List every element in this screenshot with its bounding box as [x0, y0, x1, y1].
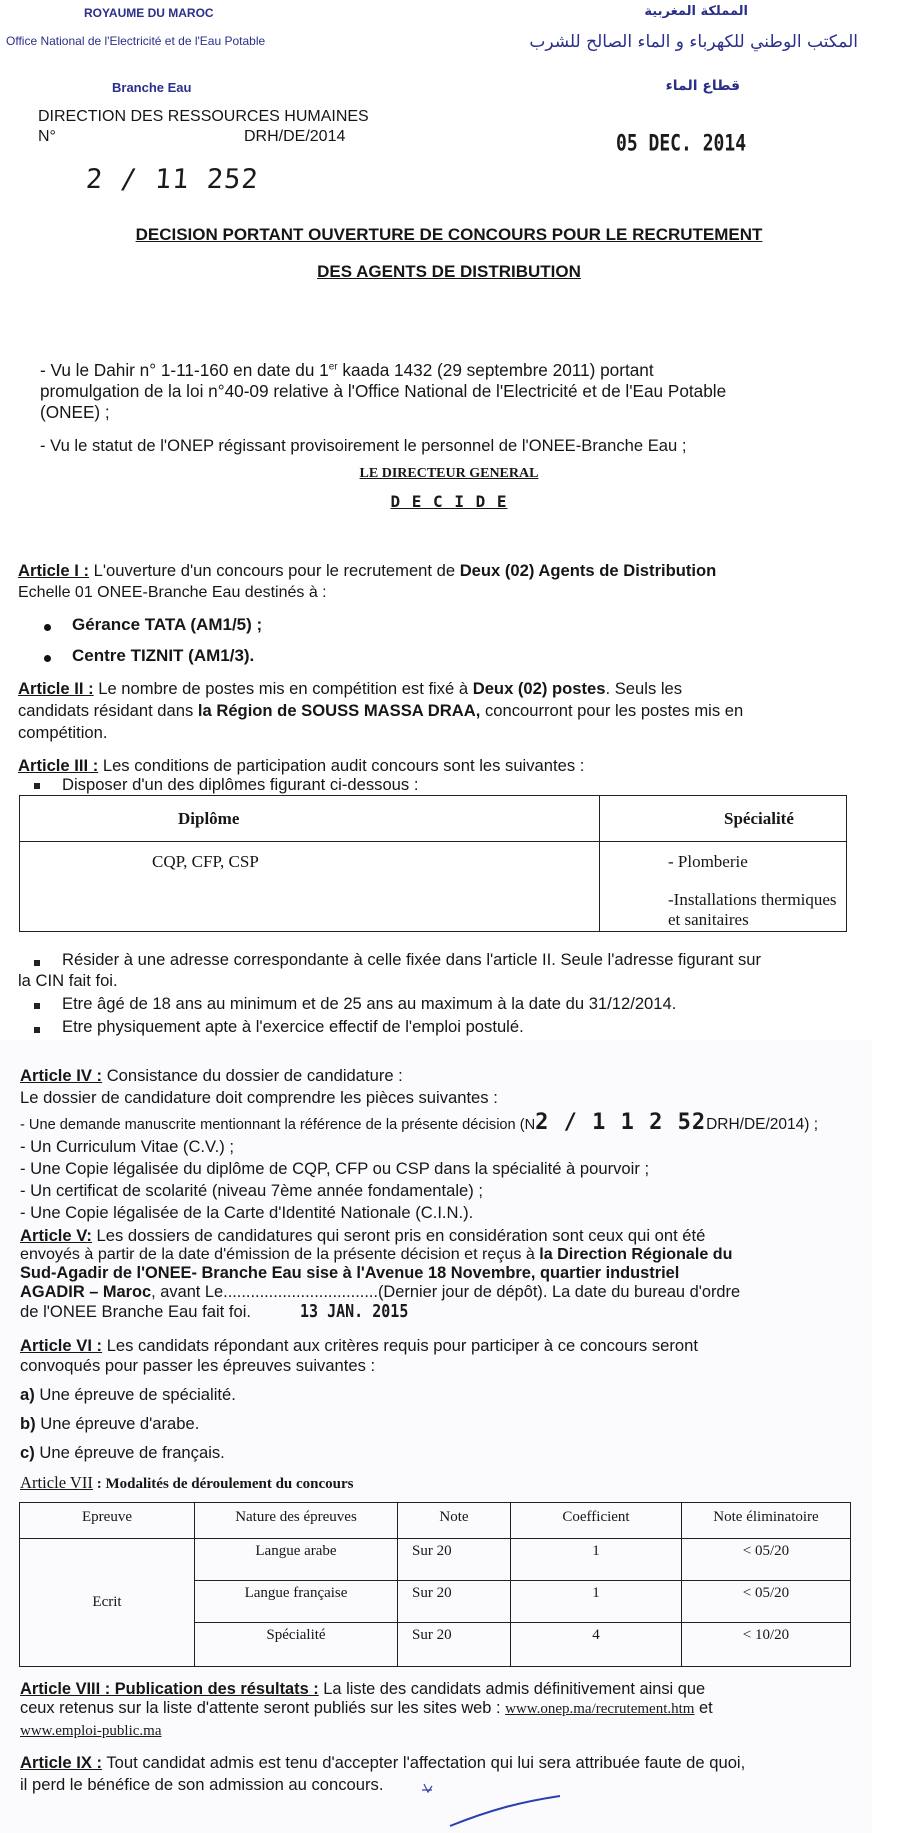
bullet-dot	[44, 655, 51, 662]
article-1-item-2: Centre TIZNIT (AM1/3).	[72, 646, 255, 665]
link-onep[interactable]: www.onep.ma/recrutement.htm	[505, 1701, 695, 1717]
article-3-bullet-4: Etre physiquement apte à l'exercice effectif de l'emploi postulé.	[62, 1017, 524, 1036]
article-8-line3	[20, 1720, 162, 1740]
vu-1-line1: - Vu le Dahir n° 1-11-160 en date du 1er kaada 1432 (29 septembre 2011) portant	[40, 360, 654, 380]
elim-cell: < 10/20	[682, 1623, 851, 1667]
scan-edge	[872, 1040, 898, 1833]
article-4-item-2: - Un Curriculum Vitae (C.V.) ;	[20, 1137, 234, 1156]
article-6-line1: Article VI : Les candidats répondant aux critères requis pour participer à ce concours seront	[20, 1336, 698, 1355]
note-cell: Sur 20	[398, 1539, 511, 1581]
header-note: Note	[398, 1503, 511, 1539]
header-note-eliminatoire: Note éliminatoire	[682, 1503, 851, 1539]
article-3-bullet-3: Etre âgé de 18 ans au minimum et de 25 ans au maximum à la date du 31/12/2014.	[62, 994, 677, 1013]
article-3-bullet-2-line1: Résider à une adresse correspondante à celle fixée dans l'article II. Seule l'adresse figurant sur	[62, 950, 762, 969]
office-fr: Office National de l'Electricité et de l'Eau Potable	[6, 34, 266, 48]
article-9-line2: il perd le bénéfice de son admission au concours.	[20, 1775, 384, 1794]
speciality-plumbing: - Plomberie	[668, 852, 748, 871]
office-ar: المكتب الوطني للكهرباء و الماء الصالح للشرب	[529, 32, 858, 52]
article-3-bullet-2-line2: la CIN fait foi.	[18, 971, 118, 990]
speciality-cell	[600, 842, 847, 932]
article-6-item-c: c) Une épreuve de français.	[20, 1443, 225, 1462]
handwritten-number: 2 / 11 252	[84, 164, 260, 195]
article-2-line3: compétition.	[18, 723, 108, 742]
note-cell: Sur 20	[398, 1581, 511, 1623]
title-line2: DES AGENTS DE DISTRIBUTION	[317, 262, 581, 281]
epreuve-cell: Ecrit	[20, 1539, 195, 1667]
nature-cell: Langue française	[195, 1581, 398, 1623]
kingdom-ar: المملكة المغربية	[644, 4, 748, 19]
header-epreuve: Epreuve	[20, 1503, 195, 1539]
article-1-line2: Echelle 01 ONEE-Branche Eau destinés à :	[18, 584, 327, 601]
vu-2: - Vu le statut de l'ONEP régissant provisoirement le personnel de l'ONEE-Branche Eau ;	[40, 436, 687, 455]
director-label: LE DIRECTEUR GENERAL	[359, 466, 539, 481]
reference: DRH/DE/2014	[244, 128, 346, 145]
article-4-item-4: - Un certificat de scolarité (niveau 7ème année fondamentale) ;	[20, 1181, 484, 1200]
article-4-line1: Article IV : Consistance du dossier de candidature :	[20, 1066, 403, 1085]
branch-ar: قطاع الماء	[665, 78, 740, 94]
article-4-item-5: - Une Copie légalisée de la Carte d'Identité Nationale (C.I.N.).	[20, 1203, 474, 1222]
square-bullet	[34, 783, 40, 789]
article-5-line5: de l'ONEE Branche Eau fait foi.	[20, 1302, 251, 1321]
article-5-line4: AGADIR – Maroc, avant Le..................................(Dernier jour de dépôt). La date du bureau d'ordre	[20, 1283, 741, 1301]
article-2-line2: candidats résidant dans la Région de SOUSS MASSA DRAA, concourront pour les postes mis en	[18, 701, 744, 720]
article-8-line1: Article VIII : Publication des résultats : La liste des candidats admis définitivement ainsi que	[20, 1680, 706, 1698]
note-cell: Sur 20	[398, 1623, 511, 1667]
article-2-line1: Article II : Le nombre de postes mis en compétition est fixé à Deux (02) postes. Seuls les	[18, 679, 683, 698]
kingdom-fr: ROYAUME DU MAROC	[84, 6, 214, 20]
speciality-header: Spécialité	[600, 796, 847, 842]
square-bullet	[34, 960, 40, 966]
branch-fr: Branche Eau	[112, 80, 192, 95]
article-4-intro: Le dossier de candidature doit comprendre les pièces suivantes :	[20, 1088, 498, 1107]
article-3-bullet-1: Disposer d'un des diplômes figurant ci-dessous :	[62, 775, 419, 794]
article-3-line1: Article III : Les conditions de participation audit concours sont les suivantes :	[18, 756, 585, 775]
article-5-line2: envoyés à partir de la date d'émission de la présente décision et reçus à la Direction Régionale du	[20, 1245, 733, 1263]
exam-table	[19, 1502, 851, 1667]
title-line1: DECISION PORTANT OUVERTURE DE CONCOURS POUR LE RECRUTEMENT	[135, 225, 763, 244]
table-row	[20, 1539, 851, 1581]
date-stamp: 05 DEC. 2014	[616, 130, 747, 157]
diploma-table	[19, 795, 847, 932]
elim-cell: < 05/20	[682, 1539, 851, 1581]
article-6-item-a: a) Une épreuve de spécialité.	[20, 1385, 236, 1404]
article-7-line1: Article VII : Modalités de déroulement du concours	[20, 1473, 354, 1492]
elim-cell: < 05/20	[682, 1581, 851, 1623]
direction-label: DIRECTION DES RESSOURCES HUMAINES	[38, 108, 369, 125]
signature-mark	[410, 1780, 570, 1830]
article-5-line1: Article V: Les dossiers de candidatures qui seront pris en considération sont ceux qui ont été	[20, 1226, 706, 1245]
number-label: N°	[38, 128, 56, 145]
deadline-stamp: 13 JAN. 2015	[300, 1300, 409, 1322]
vu-1-line3: (ONEE) ;	[40, 402, 110, 422]
header-nature: Nature des épreuves	[195, 1503, 398, 1539]
coefficient-cell: 1	[511, 1539, 682, 1581]
article-5-line3: Sud-Agadir de l'ONEE- Branche Eau sise à l'Avenue 18 Novembre, quartier industriel	[20, 1264, 680, 1282]
article-1-line1: Article I : L'ouverture d'un concours pour le recrutement de Deux (02) Agents de Distribution	[18, 561, 717, 580]
article-4-item-1: - Une demande manuscrite mentionnant la référence de la présente décision (N2 / 1 1 2 52DRH/DE/2014) ;	[20, 1110, 819, 1135]
bullet-dot	[44, 624, 51, 631]
nature-cell: Spécialité	[195, 1623, 398, 1667]
link-emploi-public[interactable]: www.emploi-public.ma	[20, 1723, 162, 1739]
diploma-cell: CQP, CFP, CSP	[20, 842, 600, 932]
nature-cell: Langue arabe	[195, 1539, 398, 1581]
article-9-line1: Article IX : Tout candidat admis est tenu d'accepter l'affectation qui lui sera attribuée faute de quoi,	[20, 1753, 746, 1772]
diploma-header: Diplôme	[20, 796, 600, 842]
header-coefficient: Coefficient	[511, 1503, 682, 1539]
coefficient-cell: 4	[511, 1623, 682, 1667]
decide-label: D E C I D E	[390, 492, 508, 511]
article-1-item-1: Gérance TATA (AM1/5) ;	[72, 615, 263, 634]
article-6-line2: convoqués pour passer les épreuves suivantes :	[20, 1356, 376, 1375]
vu-1-line2: promulgation de la loi n°40-09 relative à l'Office National de l'Electricité et de l'Eau Potable	[40, 381, 727, 401]
square-bullet	[34, 1003, 40, 1009]
coefficient-cell: 1	[511, 1581, 682, 1623]
article-6-item-b: b) Une épreuve d'arabe.	[20, 1414, 200, 1433]
square-bullet	[34, 1027, 40, 1033]
article-8-line2: ceux retenus sur la liste d'attente seront publiés sur les sites web : www.onep.ma/recrutement.htm et	[20, 1699, 713, 1717]
speciality-installations: -Installations thermiques et sanitaires	[668, 890, 837, 929]
article-4-item-3: - Une Copie légalisée du diplôme de CQP, CFP ou CSP dans la spécialité à pourvoir ;	[20, 1159, 650, 1178]
